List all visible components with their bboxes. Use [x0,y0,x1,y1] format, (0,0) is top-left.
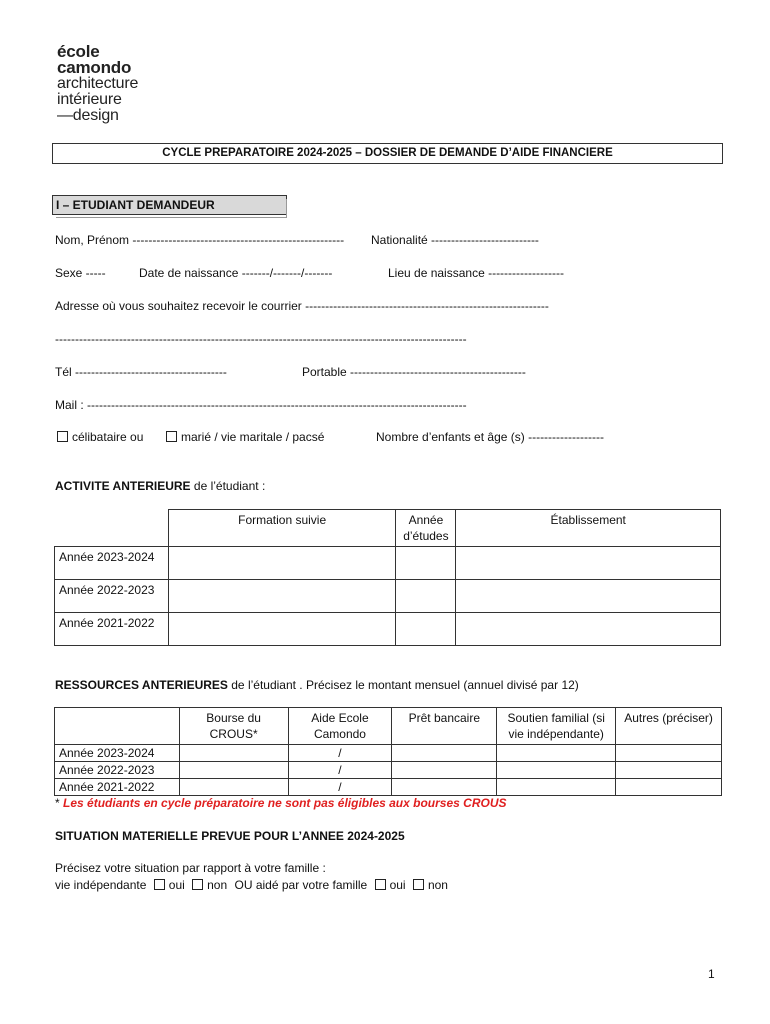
activite-header-annee: Année d’études [396,510,456,547]
marie-option[interactable] [166,430,324,444]
ressources-cell[interactable] [497,762,616,779]
activite-cell[interactable] [456,547,721,580]
non-label: non [207,878,228,892]
ressources-cell[interactable] [497,779,616,796]
oui-label: oui [168,878,185,892]
date-naissance-field[interactable]: Date de naissance -------/-------/------- [139,266,333,280]
nationalite-field[interactable]: Nationalité --------------------------- [371,233,539,247]
ressources-row-label: Année 2023-2024 [55,745,180,762]
ressources-cell[interactable] [392,779,497,796]
section-heading-etudiant: I – ETUDIANT DEMANDEUR [52,195,287,215]
activite-row-label: Année 2021-2022 [55,613,169,646]
ressources-header-aide: Aide Ecole Camondo [288,708,392,745]
adresse-line-2-field[interactable]: ------------------------------------------------------------------------------------------------------- [55,332,467,346]
ecole-camondo-logo [57,44,138,124]
tel-field[interactable]: Tél -------------------------------------- [55,365,227,379]
activite-heading-rest: de l’étudiant : [190,479,266,493]
situation-heading: SITUATION MATERIELLE PREVUE POUR L’ANNEE 2024-2025 [55,829,405,843]
activite-header-empty [55,510,169,547]
aide-famille-oui-checkbox[interactable] [375,879,386,890]
ressources-cell[interactable] [497,745,616,762]
sexe-field[interactable]: Sexe ----- [55,266,106,280]
page-number: 1 [708,967,715,981]
logo-line-2: camondo [57,58,132,77]
non-label: non [427,878,448,892]
vie-independante-label: vie indépendante [55,878,147,892]
footnote-star: * [55,796,64,810]
ressources-header-autres: Autres (préciser) [616,708,722,745]
ressources-header-pret: Prêt bancaire [392,708,497,745]
ressources-slash: / [288,779,392,796]
adresse-field[interactable]: Adresse où vous souhaitez recevoir le courrier ------------------------------------------------------------- [55,299,549,313]
ressources-cell[interactable] [392,762,497,779]
portable-field[interactable]: Portable -------------------------------------------- [302,365,526,379]
activite-cell[interactable] [396,547,456,580]
activite-cell[interactable] [396,580,456,613]
mail-field[interactable]: Mail : ----------------------------------------------------------------------------------------------- [55,398,467,412]
situation-intro: Précisez votre situation par rapport à votre famille : [55,861,326,875]
vie-independante-non-checkbox[interactable] [192,879,203,890]
ressources-cell[interactable] [179,779,288,796]
aide-famille-non-checkbox[interactable] [413,879,424,890]
ou-aide-label: OU aidé par votre famille [234,878,368,892]
enfants-field[interactable]: Nombre d’enfants et âge (s) ------------------- [376,430,604,444]
ressources-header-empty [55,708,180,745]
logo-line-4: intérieure [57,91,122,108]
marie-label: marié / vie maritale / pacsé [181,430,325,444]
activite-row-label: Année 2023-2024 [55,547,169,580]
activite-cell[interactable] [456,580,721,613]
ressources-cell[interactable] [179,745,288,762]
ressources-cell[interactable] [616,779,722,796]
crous-footnote [55,796,507,810]
logo-line-3: architecture [57,75,139,92]
logo-line-5: —design [57,107,119,124]
ressources-table [54,707,722,796]
ressources-heading-rest: de l’étudiant . Précisez le montant mensuel (annuel divisé par 12) [227,678,579,692]
activite-header-formation: Formation suivie [168,510,396,547]
activite-cell[interactable] [168,580,396,613]
ressources-slash: / [288,762,392,779]
marie-checkbox[interactable] [166,431,177,442]
ressources-header-soutien: Soutien familial (si vie indépendante) [497,708,616,745]
ressources-header-bourse: Bourse du CROUS* [179,708,288,745]
celibataire-option[interactable] [57,430,143,444]
activite-table [54,509,721,646]
footnote-text: Les étudiants en cycle préparatoire ne sont pas éligibles aux bourses CROUS [63,796,507,810]
ressources-row-label: Année 2021-2022 [55,779,180,796]
document-title: CYCLE PREPARATOIRE 2024-2025 – DOSSIER DE DEMANDE D’AIDE FINANCIERE [52,143,723,164]
activite-row-label: Année 2022-2023 [55,580,169,613]
activite-header-etablissement: Établissement [456,510,721,547]
ressources-heading-bold: RESSOURCES ANTERIEURES [55,678,228,692]
situation-options [55,878,448,892]
ressources-slash: / [288,745,392,762]
celibataire-checkbox[interactable] [57,431,68,442]
ressources-cell[interactable] [179,762,288,779]
nom-prenom-field[interactable]: Nom, Prénom ----------------------------------------------------- [55,233,345,247]
oui-label: oui [389,878,406,892]
activite-cell[interactable] [168,547,396,580]
logo-line-1: école [57,42,100,61]
activite-heading [55,479,265,493]
ressources-cell[interactable] [616,745,722,762]
ressources-cell[interactable] [616,762,722,779]
ressources-row-label: Année 2022-2023 [55,762,180,779]
activite-cell[interactable] [456,613,721,646]
lieu-naissance-field[interactable]: Lieu de naissance ------------------- [388,266,564,280]
ressources-cell[interactable] [392,745,497,762]
activite-cell[interactable] [396,613,456,646]
activite-cell[interactable] [168,613,396,646]
ressources-heading [55,678,579,692]
celibataire-label: célibataire ou [72,430,144,444]
vie-independante-oui-checkbox[interactable] [154,879,165,890]
activite-heading-bold: ACTIVITE ANTERIEURE [55,479,191,493]
